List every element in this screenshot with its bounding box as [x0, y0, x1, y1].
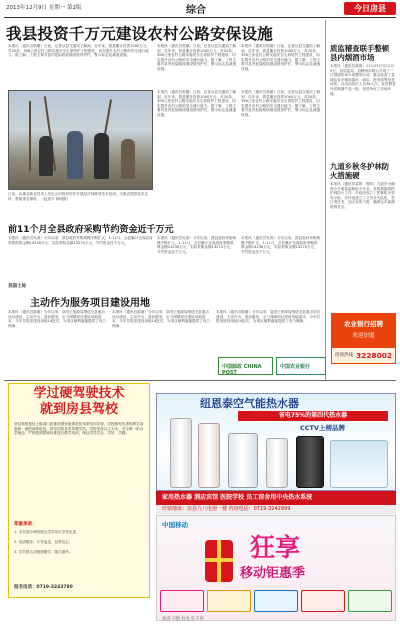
photo-caption: 日前，由湖北林业技术人员在山村指导村民开展经济林修剪技术培训，为果农提供技术支持，帮助果农增收。（赵建平 杨明摄）: [8, 192, 149, 201]
news-photo: [8, 90, 153, 190]
right-article-1-text: 本报讯（通讯员黄倩）11月25日至12月3日，县质监局、县稽查局联合开展了一次烟酒市场专项整治行动，重点检查了县城及各乡镇的超市、商店、批发部等经营场所，共出动执法人员36人次，查获假冒伪劣烟酒产品一批，有效净化了市场环境。: [330, 64, 396, 96]
agri-bank-text: 中国农业银行: [280, 364, 311, 370]
phone-number: 3228002: [356, 351, 392, 360]
driving-school-item-3: 3. 学员报名可随到随学、随学随考。: [14, 550, 73, 554]
article-3-kicker: 县国土局: [8, 284, 26, 289]
water-heater-tag: CCTV上榜品牌: [300, 424, 346, 432]
issue-date: 2013年12月9日 星期一 第2版: [6, 5, 82, 11]
recruit-ad[interactable]: [331, 313, 396, 347]
article-2-title: 前11个月全县政府采购节约资金近千万元: [8, 225, 174, 235]
article-2-text-col3: 本报讯（通讯员吴涛）今年以来，我县政府采购规模不断扩大，1-11月，全县累计完成政府采购预算金额14236万元，实际采购金额13270万元，节约资金近千万元。: [241, 236, 321, 254]
driving-school-title: [8, 386, 150, 418]
article-3-text-col2: 本报讯（通讯员陈刚）今年以来，县国土资源局围绕全县重点项目建设，主动作为、靠前服务，全力保障项目建设用地需求，今年共报批建设用地14批次，为项目顺利落地提供了有力保障。: [112, 310, 211, 328]
page-header: [0, 0, 400, 18]
lead-article-text-col2: 本报讯（通讯员郭顺）日前，记者从县交通局了解到，近年来，我县累计投资1000万元，对20条、398公里农村公路实施安全生命防护工程建设，切实提升农村公路的安全通行能力。据了解，工程主要对县内危险路段增设波形护栏、警示标志及减速设施。: [157, 44, 237, 71]
mobile-offer-strip: [160, 590, 392, 614]
article-2-text-col2: 本报讯（通讯员吴涛）今年以来，我县政府采购规模不断扩大，1-11月，全县累计完成政府采购预算金额14236万元，实际采购金额13270万元，节约资金近千万元。: [157, 236, 237, 254]
agri-bank-logo: [276, 357, 326, 375]
section-divider: [4, 380, 396, 381]
china-mobile-title: 狂享: [250, 533, 301, 562]
heater-unit-4: [266, 438, 288, 488]
recruit-ad-title: 农业银行招聘: [344, 320, 383, 328]
driving-school-body: 房县驾校是经上级部门批准的国家级规范化驾驶培训学校，学校拥有先进的教学设施和一流的师资队伍，常年招收各类驾驶学员。学校坚持以人为本、安全第一的办学理念，严格按照国家标准进行教学培训，保证学员学会、学好、学精。: [14, 422, 144, 436]
china-mobile-brand: 中国移动: [162, 521, 188, 529]
driving-school-item-1: 1. 本年度办理驾驶证学员均可享受优惠；: [14, 530, 80, 534]
driving-school-contact: 报名电话：0719-3243780: [14, 585, 73, 590]
article-3-title: 主动作为服务项目建设用地: [30, 298, 150, 309]
main-headline: 我县投资千万元建设农村公路安保设施: [6, 25, 273, 43]
lead-article-text: 本报讯（通讯员郭顺）日前，记者从县交通局了解到，近年来，我县累计投资1000万元，对20条、398公里农村公路实施安全生命防护工程建设，切实提升农村公路的安全通行能力。据了解，工程主要对县内危险路段增设波形护栏、警示标志及减速设施。: [8, 44, 151, 58]
china-post-text: 中国邮政 CHINA POST: [222, 364, 262, 376]
heater-unit-3: [228, 433, 258, 488]
heater-address-bar: 经销地址：房县九八电器一楼 咨询电话：0719-3242999: [156, 505, 396, 514]
heater-service-bar: 家用热水器 酒店宾馆 医院学校 员工宿舍用中央热水系统: [156, 491, 396, 505]
right-article-2-title: 九道乡秋冬护林防火措施硬: [330, 162, 390, 180]
water-heater-slogan: 省电75%的第四代热水器: [238, 411, 388, 421]
lead-article-continued: 本报讯（通讯员郭顺）日前，记者从县交通局了解到，近年来，我县累计投资1000万元，对20条、398公里农村公路实施安全生命防护工程建设，切实提升农村公路的安全通行能力。据了解，工程主要对县内危险路段增设波形护栏、警示标志及减速设施。: [157, 90, 237, 117]
right-article-2-text: 本报讯（通讯员袁园 郭明）九道乡为确保今冬明春森林防火安全，采取措施狠抓护林防火工作。乡政府成立了护林防火领导小组，各村组建立了义务扑火队伍，签订责任书，加大宣传力度，确保全乡森林资源安全。: [330, 182, 395, 209]
water-heater-title: 纽恩泰空气能热水器: [200, 397, 299, 410]
driving-school-item-2: 2. 优质服务、专车接送、包教包会；: [14, 540, 73, 544]
article-3-text-col3: 本报讯（通讯员陈刚）今年以来，县国土资源局围绕全县重点项目建设，主动作为、靠前服务，全力保障项目建设用地需求，今年共报批建设用地14批次，为项目顺利落地提供了有力保障。: [216, 310, 321, 324]
lead-article-text-col3: 本报讯（通讯员郭顺）日前，记者从县交通局了解到，近年来，我县累计投资1000万元，对20条、398公里农村公路实施安全生命防护工程建设，切实提升农村公路的安全通行能力。据了解，工程主要对县内危险路段增设波形护栏、警示标志及减速设施。: [241, 44, 321, 71]
china-mobile-subtitle: 移动钜惠季: [240, 566, 306, 581]
header-divider: [4, 17, 396, 18]
heater-unit-6: [330, 440, 388, 488]
driving-school-title-line2: 就到房县驾校: [39, 402, 118, 417]
heater-unit-5: [296, 436, 324, 488]
recruit-ad-subtitle: 欢迎加盟: [352, 333, 375, 339]
driving-school-notice: 郑重承诺：: [14, 522, 37, 527]
section-name: 综合: [186, 5, 206, 16]
lead-article-continued-2: 本报讯（通讯员郭顺）日前，记者从县交通局了解到，近年来，我县累计投资1000万元，对20条、398公里农村公路实施安全生命防护工程建设，切实提升农村公路的安全通行能力。据了解，工程主要对县内危险路段增设波形护栏、警示标志及减速设施。: [241, 90, 321, 117]
heater-unit-2: [198, 423, 220, 488]
column-divider: [325, 20, 326, 380]
heater-unit-1: [170, 418, 192, 488]
article-3-text: 本报讯（通讯员陈刚）今年以来，县国土资源局围绕全县重点项目建设，主动作为、靠前服务，全力保障项目建设用地需求，今年共报批建设用地14批次，为项目顺利落地提供了有力保障。: [8, 310, 107, 328]
phone-label: 招商热线: [335, 353, 353, 358]
driving-school-title-line1: 学过硬驾驶技术: [33, 386, 125, 401]
china-mobile-footer: 惊喜不断 好礼享不停: [162, 617, 204, 622]
newspaper-logo: 今日房县: [344, 2, 396, 15]
recruit-phone-box: [331, 347, 396, 364]
right-article-1-title: 质监稽查联手整顿县内烟酒市场: [330, 44, 390, 62]
china-post-logo: [218, 357, 273, 375]
article-2-text: 本报讯（通讯员吴涛）今年以来，我县政府采购规模不断扩大，1-11月，全县累计完成政府采购预算金额14236万元，实际采购金额13270万元，节约资金近千万元。: [8, 236, 153, 245]
gift-box-icon: [205, 540, 233, 582]
